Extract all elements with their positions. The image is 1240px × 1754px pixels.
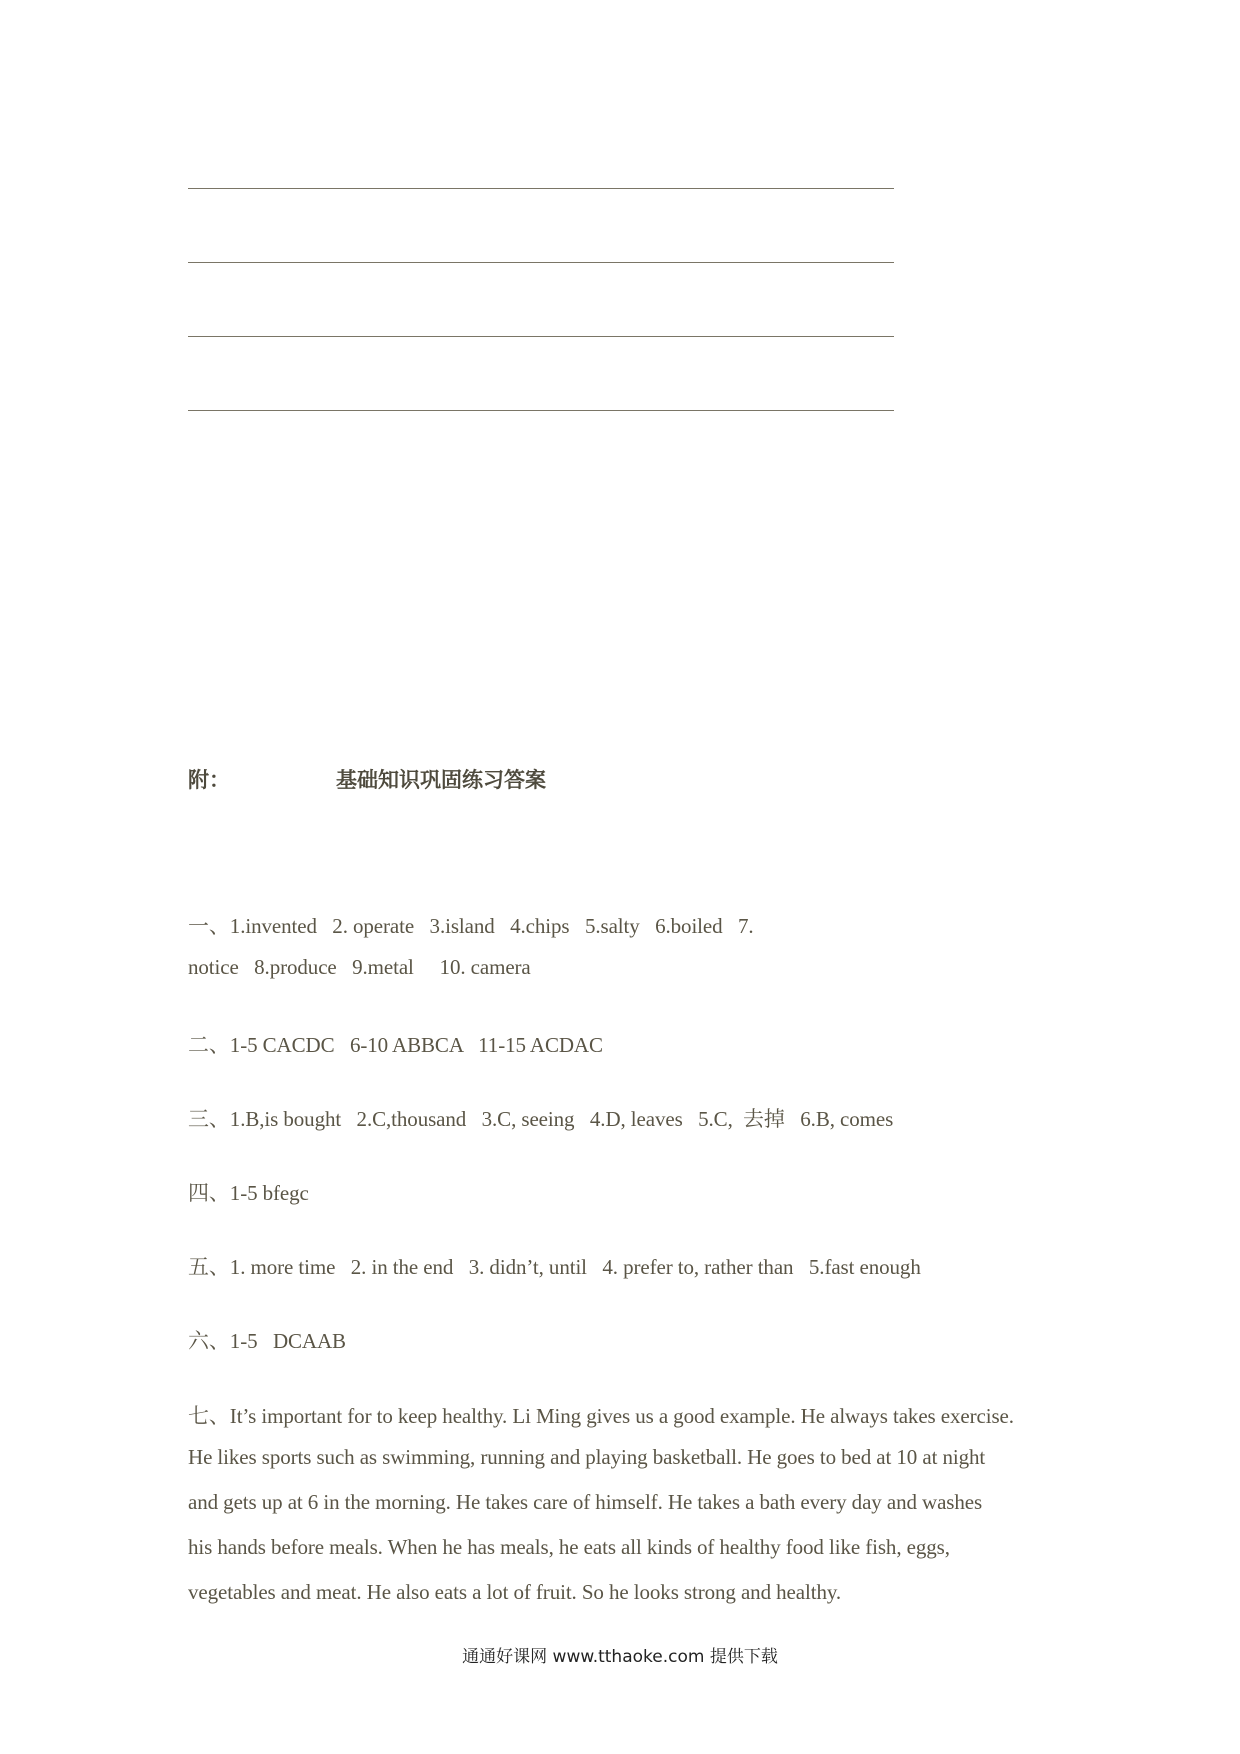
writing-line bbox=[188, 410, 894, 411]
answer-line: 一、1.invented 2. operate 3.island 4.chips 5.salty 6.boiled 7. bbox=[188, 914, 754, 938]
appendix-label: 附： bbox=[188, 768, 230, 792]
writing-line bbox=[188, 262, 894, 263]
answer-line: 五、1. more time 2. in the end 3. didn’t, until 4. prefer to, rather than 5.fast enough bbox=[188, 1255, 921, 1279]
answer-line: 三、1.B,is bought 2.C,thousand 3.C, seeing 4.D, leaves 5.C, 去掉 6.B, comes bbox=[188, 1107, 894, 1131]
answer-line: 七、It’s important for to keep healthy. Li Ming gives us a good example. He always takes exercise. bbox=[188, 1404, 1014, 1428]
answer-line: and gets up at 6 in the morning. He takes care of himself. He takes a bath every day and washes bbox=[188, 1490, 983, 1514]
writing-line bbox=[188, 336, 894, 337]
answer-line: 二、1-5 CACDC 6-10 ABBCA 11-15 ACDAC bbox=[188, 1033, 603, 1057]
footer-source-text: 通通好课网 www.tthaoke.com 提供下载 bbox=[462, 1647, 778, 1667]
answer-line: He likes sports such as swimming, running and playing basketball. He goes to bed at 10 at night bbox=[188, 1445, 986, 1469]
answer-line: vegetables and meat. He also eats a lot of fruit. So he looks strong and healthy. bbox=[188, 1580, 842, 1604]
appendix-title: 基础知识巩固练习答案 bbox=[336, 768, 546, 792]
answer-line: his hands before meals. When he has meals, he eats all kinds of healthy food like fish, eggs, bbox=[188, 1535, 950, 1559]
writing-line bbox=[188, 188, 894, 189]
answer-line: 六、1-5 DCAAB bbox=[188, 1329, 346, 1353]
answer-line: 四、1-5 bfegc bbox=[188, 1181, 309, 1205]
answer-line: notice 8.produce 9.metal 10. camera bbox=[188, 955, 531, 979]
